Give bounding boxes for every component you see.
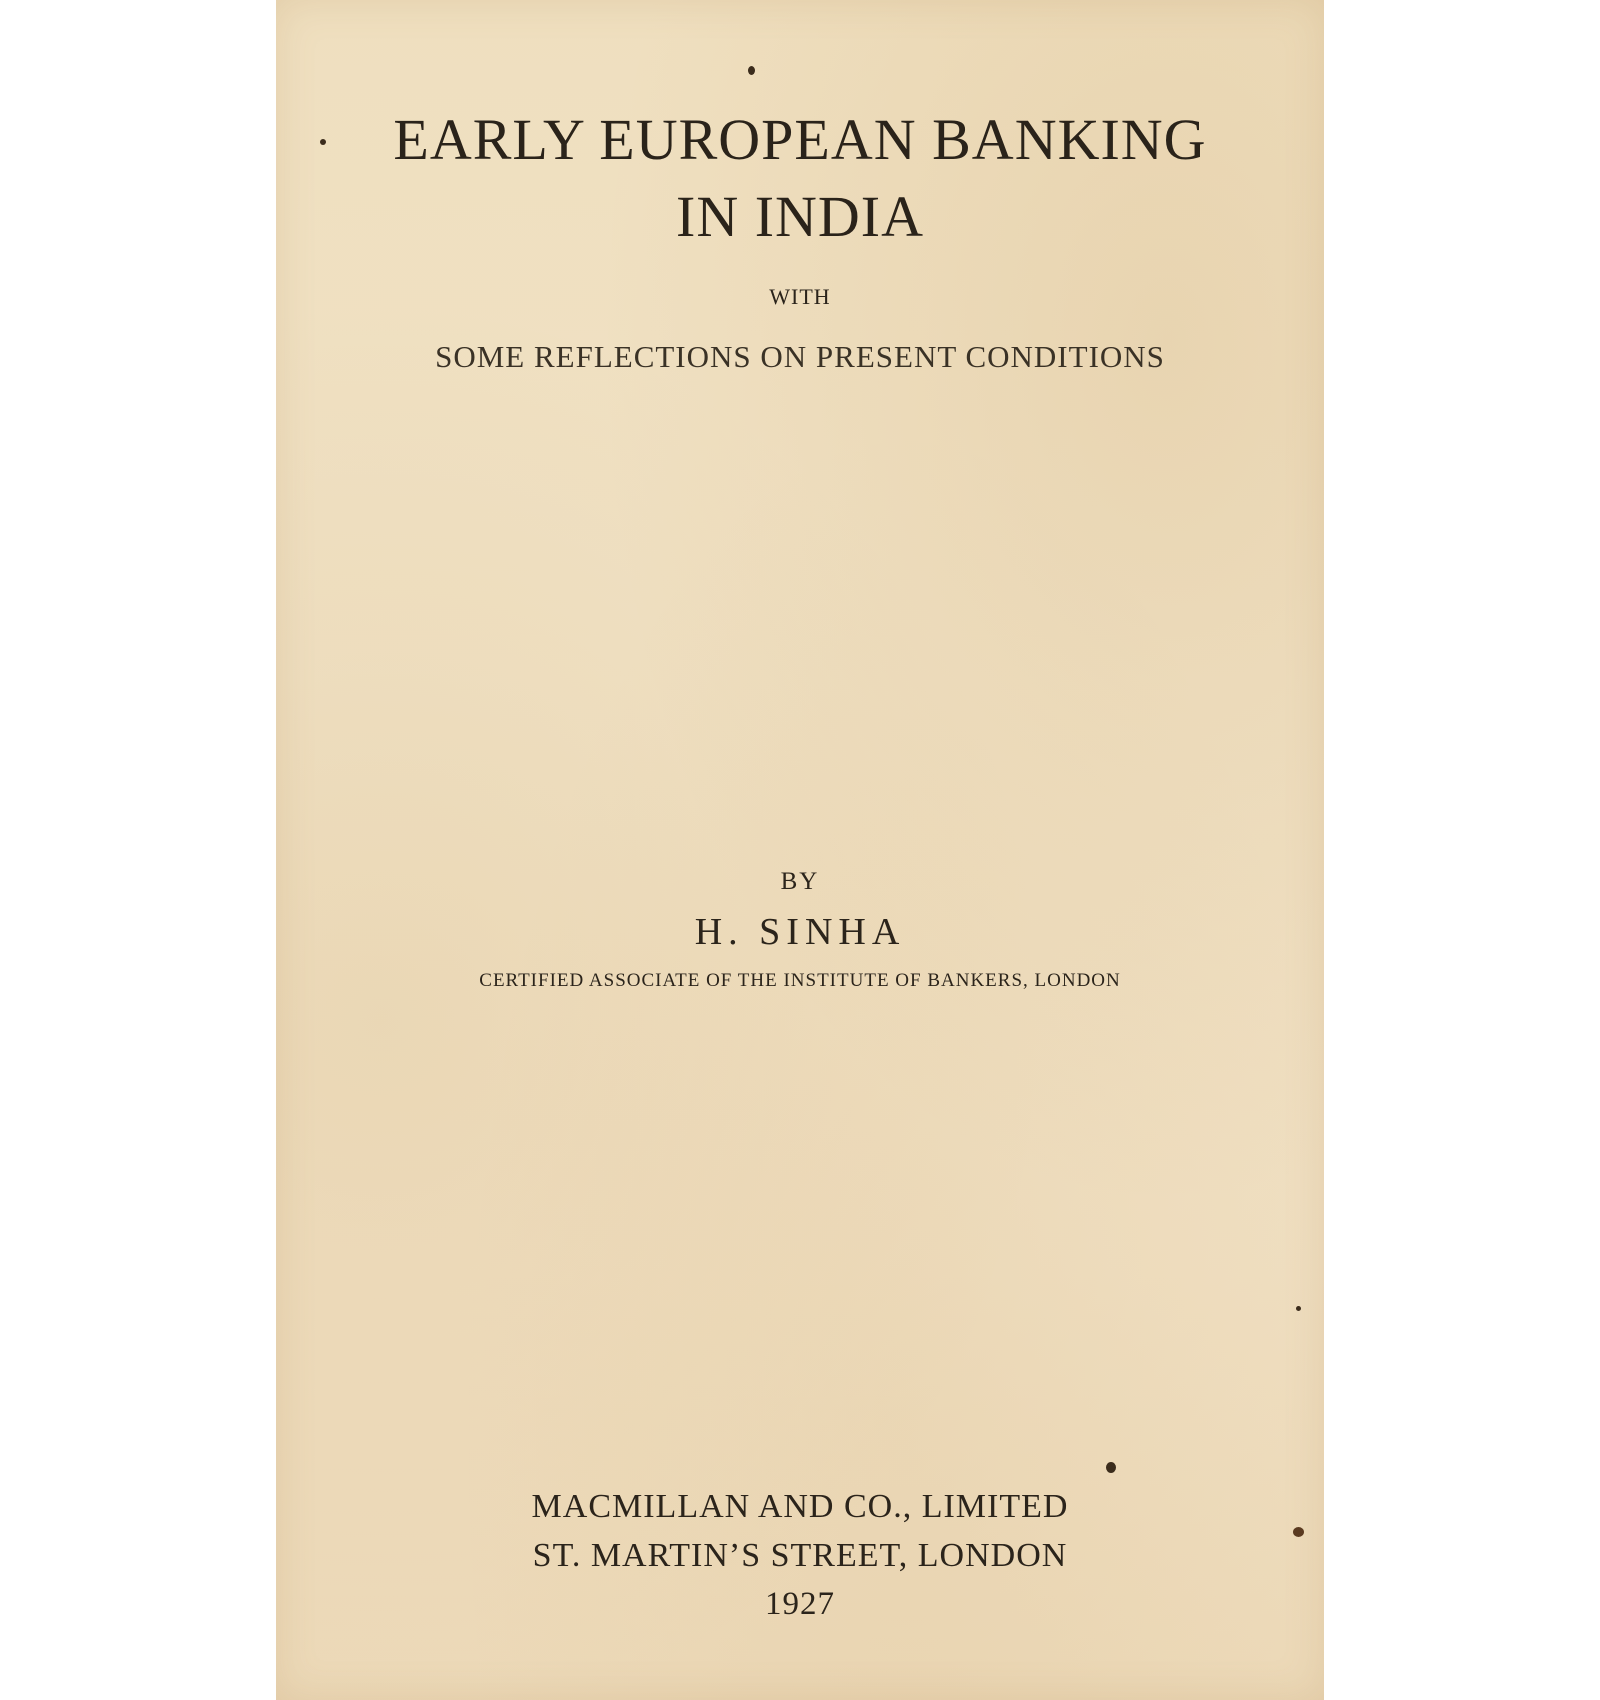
ink-spot xyxy=(748,66,755,75)
ink-spot xyxy=(1296,1306,1301,1311)
author-name: H. SINHA xyxy=(694,911,906,953)
byline: BY xyxy=(780,868,820,895)
ink-spot xyxy=(1106,1462,1116,1473)
book-subtitle: SOME REFLECTIONS ON PRESENT CONDITIONS xyxy=(435,339,1165,374)
publisher-address: ST. MARTIN’S STREET, LONDON xyxy=(532,1537,1068,1574)
book-title-page xyxy=(276,0,1324,1700)
publication-year: 1927 xyxy=(765,1586,835,1622)
publisher-name: MACMILLAN AND CO., LIMITED xyxy=(531,1488,1069,1525)
ink-spot xyxy=(1293,1527,1304,1537)
book-title-line-1: EARLY EUROPEAN BANKING xyxy=(393,107,1207,172)
book-title-line-2: IN INDIA xyxy=(676,184,924,249)
author-credential: CERTIFIED ASSOCIATE OF THE INSTITUTE OF BANKERS, LONDON xyxy=(479,970,1121,991)
title-connector: WITH xyxy=(769,284,831,309)
